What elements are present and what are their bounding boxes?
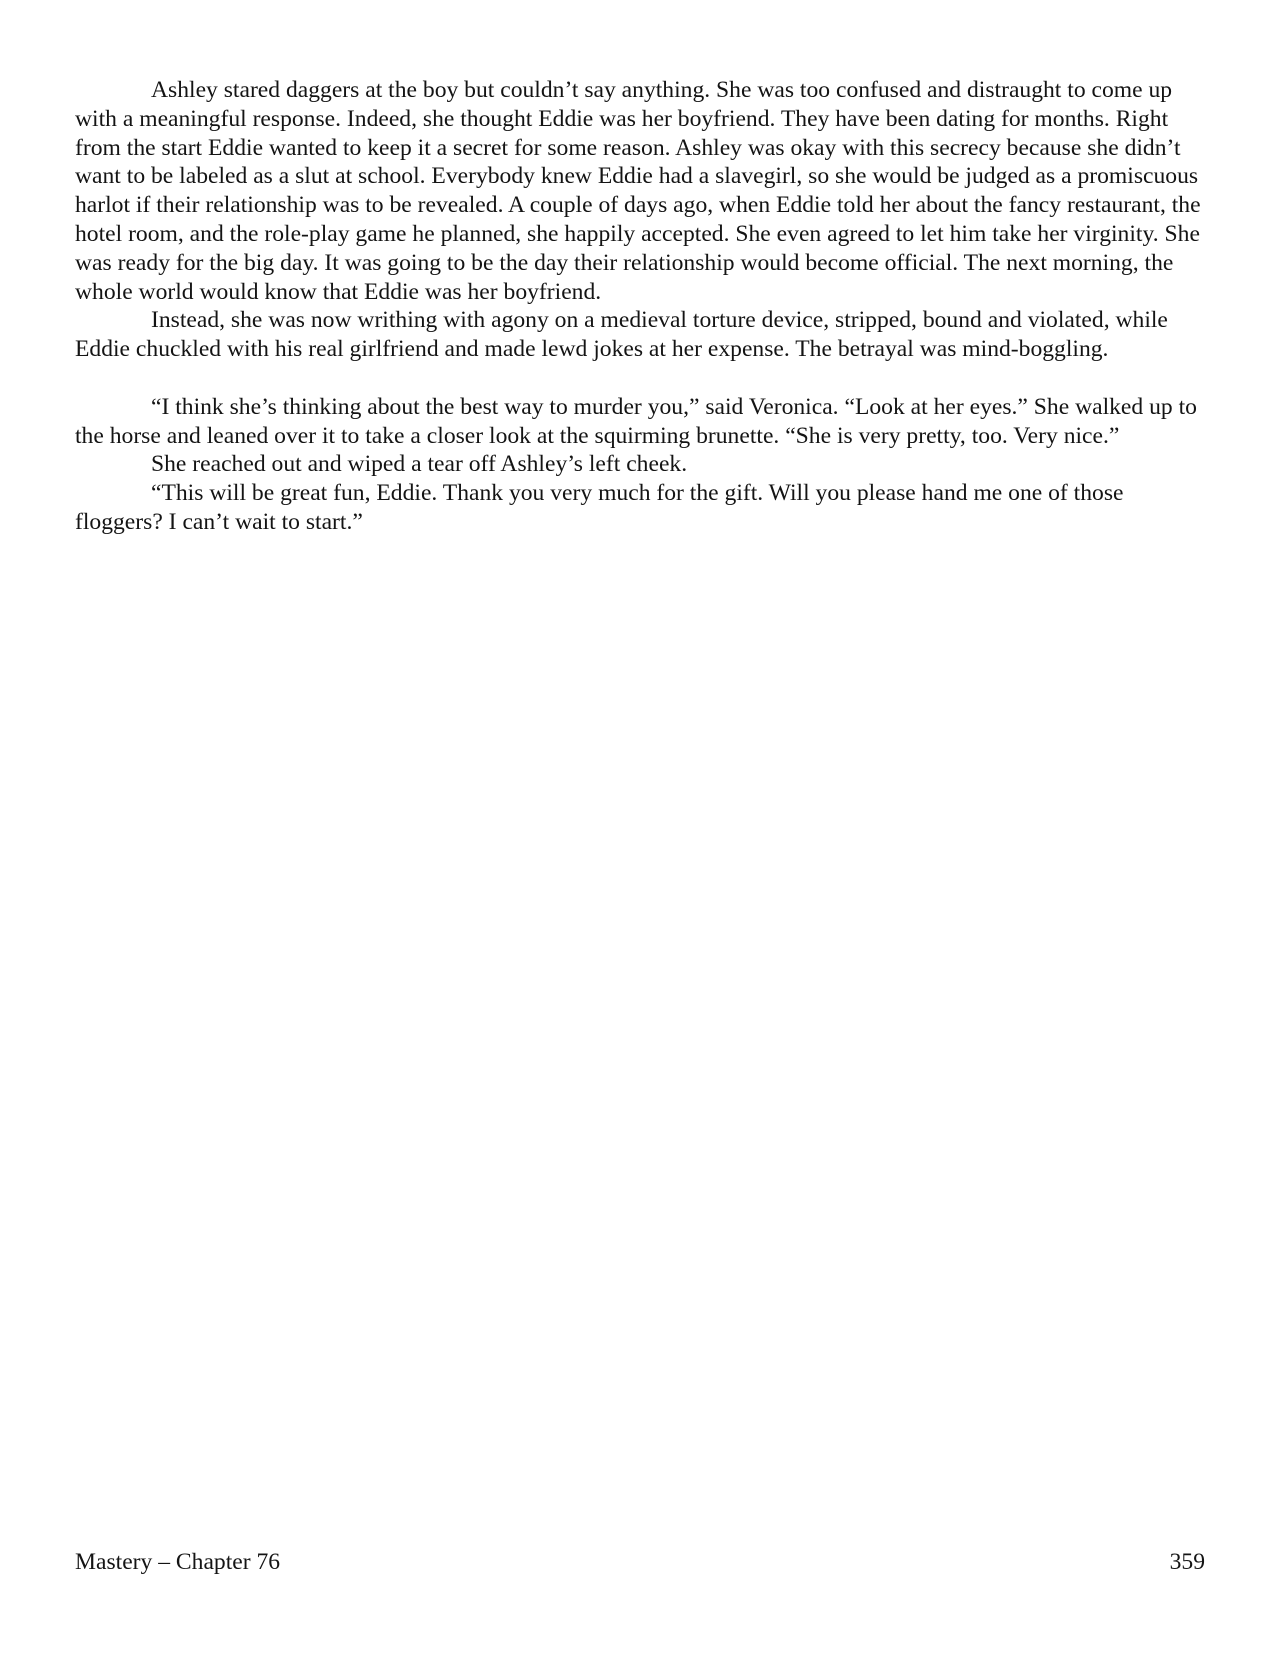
page-number: 359 xyxy=(1169,1549,1205,1575)
paragraph: “I think she’s thinking about the best way to murder you,” said Veronica. “Look at her eyes.” She walked up to the horse and leaned over it to take a closer look at the squirming brunette. “She is very pretty, too. Very nice.” xyxy=(75,393,1197,449)
footer-title: Mastery – Chapter 76 xyxy=(75,1549,281,1575)
paragraph: She reached out and wiped a tear off Ashley’s left cheek. xyxy=(151,451,688,478)
body-text xyxy=(75,76,1205,537)
paragraph: “This will be great fun, Eddie. Thank you very much for the gift. Will you please hand me one of those floggers? I can’t wait to start.” xyxy=(75,480,1124,535)
paragraph: Instead, she was now writhing with agony on a medieval torture device, stripped, bound and violated, while Eddie chuckled with his real girlfriend and made lewd jokes at her expense. The betrayal was mind-boggling. xyxy=(75,307,1168,363)
paragraph-gap xyxy=(75,364,1205,393)
paragraph: Ashley stared daggers at the boy but couldn’t say anything. She was too confused and distraught to come up with a meaningful response. Indeed, she thought Eddie was her boyfriend. They have been dating for months. Right from the start Eddie wanted to keep it a secret for some reason. Ashley was okay with this secrecy because she didn’t want to be labeled as a slut at school. Everybody knew Eddie had a slavegirl, so she would be judged as a promiscuous harlot if their relationship was to be revealed. A couple of days ago, when Eddie told her about the fancy restaurant, the hotel room, and the role-play game he planned, she happily accepted. She even agreed to let him take her virginity. She was ready for the big day. It was going to be the day their relationship would become official. The next morning, the whole world would know that Eddie was her boyfriend. xyxy=(75,77,1201,305)
page-footer xyxy=(75,1548,1205,1576)
